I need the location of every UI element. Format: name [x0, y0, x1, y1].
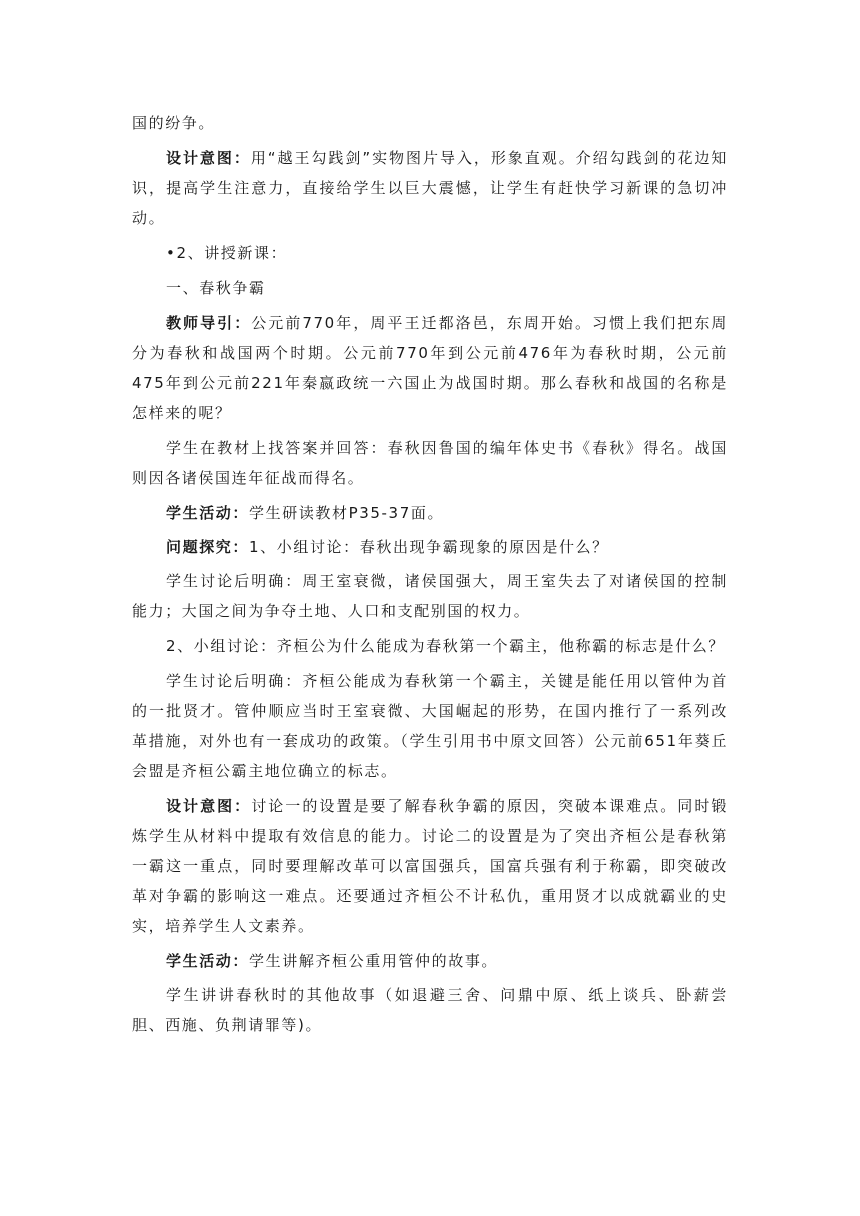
paragraph-text: 国的纷争。	[132, 114, 216, 132]
paragraph-text: 2、小组讨论：齐桓公为什么能成为春秋第一个霸主，他称霸的标志是什么？	[166, 637, 725, 655]
paragraph-design-intent	[132, 143, 728, 233]
paragraph-discussion-question-2	[132, 631, 728, 661]
section-heading-new-lesson	[132, 238, 728, 268]
paragraph-student-activity-2	[132, 946, 728, 976]
paragraph-label: 学生活动：	[166, 504, 250, 522]
paragraph-label: 教师导引：	[166, 314, 252, 332]
paragraph-text: 学生讲解齐桓公重用管仲的故事。	[249, 952, 499, 970]
paragraph-text: •2、讲授新课：	[166, 244, 288, 262]
document-body	[132, 108, 728, 1045]
paragraph-text: 一、春秋争霸	[166, 279, 266, 297]
subsection-heading	[132, 273, 728, 303]
paragraph-text: 公元前770年，周平王迁都洛邑，东周开始。习惯上我们把东周分为春秋和战国两个时期。公元前770年到公元前476年为春秋时期，公元前475年到公元前221年秦嬴政统一六国止为战国时期。那么春秋和战国的名称是怎样来的呢？	[132, 314, 728, 422]
paragraph-discussion-answer-1	[132, 566, 728, 626]
paragraph-text: 学生讨论后明确：齐桓公能成为春秋第一个霸主，关键是能任用以管仲为首的一批贤才。管仲顺应当时王室衰微、大国崛起的形势，在国内推行了一系列改革措施，对外也有一套成功的政策。（学生引用书中原文回答）公元前651年葵丘会盟是齐桓公霸主地位确立的标志。	[132, 672, 728, 780]
paragraph-text: 讨论一的设置是要了解春秋争霸的原因，突破本课难点。同时锻炼学生从材料中提取有效信息的能力。讨论二的设置是为了突出齐桓公是春秋第一霸这一重点，同时要理解改革可以富国强兵，国富兵强有利于称霸，即突破改革对争霸的影响这一难点。还要通过齐桓公不计私仇，重用贤才以成就霸业的史实，培养学生人文素养。	[132, 797, 728, 935]
paragraph-label: 设计意图：	[166, 797, 252, 815]
paragraph-text: 学生研读教材P35-37面。	[249, 504, 445, 522]
paragraph-continuation	[132, 108, 728, 138]
paragraph-student-answer	[132, 433, 728, 493]
paragraph-teacher-guide	[132, 308, 728, 428]
paragraph-label: 学生活动：	[166, 952, 250, 970]
paragraph-design-intent-2	[132, 791, 728, 941]
paragraph-text: 学生讲讲春秋时的其他故事（如退避三舍、问鼎中原、纸上谈兵、卧薪尝胆、西施、负荆请罪等)。	[132, 986, 728, 1034]
paragraph-label: 设计意图：	[166, 149, 251, 167]
paragraph-question-explore	[132, 532, 728, 562]
paragraph-text: 1、小组讨论：春秋出现争霸现象的原因是什么？	[249, 538, 609, 556]
paragraph-label: 问题探究：	[166, 538, 250, 556]
paragraph-student-activity	[132, 498, 728, 528]
paragraph-text: 用“越王勾践剑”实物图片导入，形象直观。介绍勾践剑的花边知识，提高学生注意力，直接给学生以巨大震憾，让学生有赶快学习新课的急切冲动。	[132, 149, 728, 227]
paragraph-discussion-answer-2	[132, 666, 728, 786]
paragraph-text: 学生在教材上找答案并回答：春秋因鲁国的编年体史书《春秋》得名。战国则因各诸侯国连年征战而得名。	[132, 439, 728, 487]
paragraph-text: 学生讨论后明确：周王室衰微，诸侯国强大，周王室失去了对诸侯国的控制能力；大国之间为争夺土地、人口和支配别国的权力。	[132, 572, 728, 620]
paragraph-stories	[132, 980, 728, 1040]
